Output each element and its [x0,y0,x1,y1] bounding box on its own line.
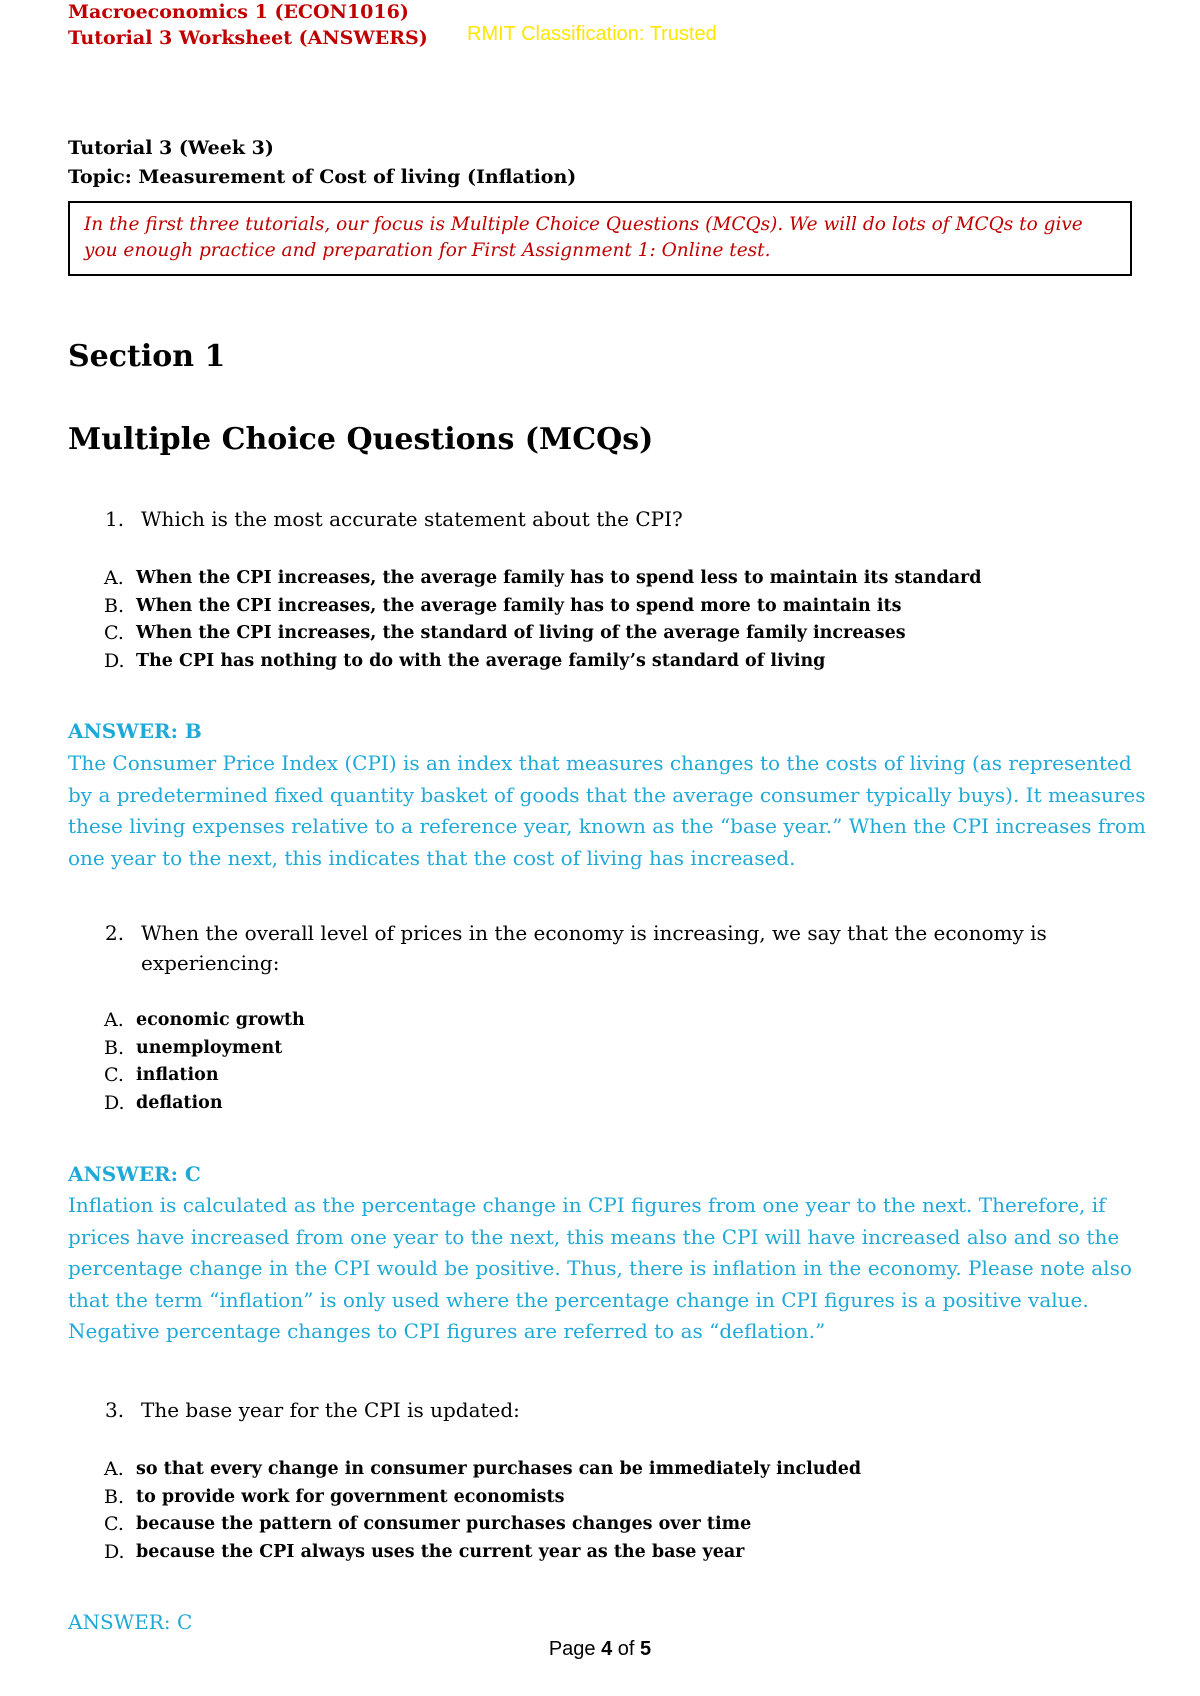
option-letter: A. [104,1458,124,1480]
classification-label: RMIT Classification: Trusted [467,23,717,45]
answer-explanation: The Consumer Price Index (CPI) is an index that measures changes to the costs of living (as represented by a predetermined fixed quantity basket of goods that the average consumer typically buys). It measures these living expenses relative to a reference year, known as the “base year.” When the CPI increases from one year to the next, this indicates that the cost of living has increased. [68,751,1146,870]
question-1 [105,504,1145,534]
question-3 [105,1395,1145,1425]
option-letter: C. [104,622,124,644]
section-title: Section 1 [68,339,226,374]
header-course-title: Macroeconomics 1 (ECON1016) [68,1,409,23]
option-text: When the CPI increases, the average family has to spend more to maintain its [136,595,902,616]
page-total: 5 [640,1638,652,1660]
option-text: because the CPI always uses the current year as the base year [136,1541,745,1562]
option-text: economic growth [136,1010,305,1030]
intro-note-box [68,201,1132,276]
option-text: The CPI has nothing to do with the average family’s standard of living [136,650,826,671]
answer-explanation: Inflation is calculated as the percentage change in CPI figures from one year to the next. Therefore, if prices have increased from one year to the next, this means the CPI will have increased also and so the percentage change in the CPI would be positive. Thus, there is inflation in the economy. Please note also that the term “inflation” is only used where the percentage change in CPI figures is a positive value. Negative percentage changes to CPI figures are referred to as “deflation.” [68,1193,1132,1343]
page-of-label: of [612,1638,641,1660]
section-subtitle: Multiple Choice Questions (MCQs) [68,422,654,457]
option-text: inflation [136,1065,219,1085]
option-letter: A. [104,567,124,589]
question-number: 3. [105,1398,125,1422]
question-text: When the overall level of prices in the economy is increasing, we say that the economy is experiencing: [141,921,1047,975]
option-letter: C. [104,1513,124,1535]
question-number: 1. [105,507,125,531]
question-text: The base year for the CPI is updated: [141,1398,520,1422]
intro-note-text: In the first three tutorials, our focus is Multiple Choice Questions (MCQs). We will do lots of MCQs to give you enough practice and preparation for First Assignment 1: Online test. [84,214,1083,261]
page-footer [0,1638,1200,1661]
option-text: When the CPI increases, the average family has to spend less to maintain its standard [136,568,982,588]
option-letter: B. [104,1036,125,1059]
option-text: unemployment [136,1037,283,1058]
option-text: to provide work for government economists [136,1486,565,1507]
option-letter: C. [104,1064,124,1086]
answer-label: ANSWER: B [68,719,202,743]
option-letter: B. [104,1485,125,1508]
option-letter: A. [104,1009,124,1031]
question-number: 2. [105,921,125,945]
tutorial-title: Tutorial 3 (Week 3) [68,137,274,159]
option-letter: D. [104,649,125,672]
option-letter: B. [104,594,125,617]
option-text: When the CPI increases, the standard of living of the average family increases [136,623,906,643]
question-text: Which is the most accurate statement about the CPI? [141,507,683,531]
option-text: so that every change in consumer purchases can be immediately included [136,1459,862,1479]
option-text: deflation [136,1092,223,1113]
page-label: Page [548,1638,602,1660]
page-current: 4 [601,1638,613,1660]
header-worksheet-title: Tutorial 3 Worksheet (ANSWERS) [68,27,428,49]
answer-label: ANSWER: C [68,1162,201,1186]
option-letter: D. [104,1091,125,1114]
answer-label: ANSWER: C [68,1610,193,1634]
option-letter: D. [104,1540,125,1563]
tutorial-topic: Topic: Measurement of Cost of living (Inflation) [68,166,577,188]
option-text: because the pattern of consumer purchases changes over time [136,1514,752,1534]
question-2 [105,918,1145,975]
